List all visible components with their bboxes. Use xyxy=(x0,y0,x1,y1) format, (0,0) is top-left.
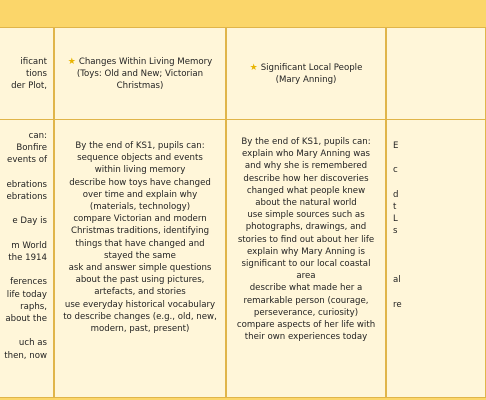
header-line: tions xyxy=(26,68,47,79)
body-line: re xyxy=(393,299,402,310)
body-line: use everyday historical vocabulary to describe changes (e.g., old, new, modern, past, present) xyxy=(63,299,217,335)
body-line xyxy=(0,264,47,276)
column-significant-events xyxy=(0,27,54,398)
body-line: describe what made her a remarkable person (courage, perseverance, curiosity) xyxy=(243,283,369,318)
body-line xyxy=(393,238,477,250)
body-line: raphs, xyxy=(20,301,47,312)
header-title: Significant Local People xyxy=(260,62,363,73)
column-header xyxy=(387,28,485,120)
column-body xyxy=(55,120,225,397)
column-partial-right xyxy=(386,27,486,398)
body-line: uch as xyxy=(18,338,47,349)
body-line: d xyxy=(393,189,399,200)
column-body xyxy=(387,120,485,397)
body-line xyxy=(0,228,47,240)
body-line: t xyxy=(393,202,397,213)
star-icon: ★ xyxy=(67,56,76,67)
body-line: describe how her discoveries changed what people knew about the natural world xyxy=(243,173,369,209)
column-header xyxy=(0,28,53,120)
header-line xyxy=(68,56,213,68)
body-line xyxy=(393,177,477,189)
body-line xyxy=(0,167,47,179)
body-line: explain why Mary Anning is significant to our local coastal area xyxy=(241,246,371,282)
body-line: s xyxy=(393,226,398,237)
header-line: (Toys: Old and New; Victorian xyxy=(76,68,204,79)
body-line: ebrations xyxy=(6,179,47,190)
header-line: der Plot, xyxy=(11,80,47,91)
body-line: the 1914 xyxy=(8,253,47,264)
body-line: explain who Mary Anning was and why she is remembered xyxy=(242,149,370,172)
header-line: ificant xyxy=(20,56,47,67)
body-line: compare aspects of her life with their own experiences today xyxy=(236,320,376,343)
body-line xyxy=(393,262,477,274)
body-line: E xyxy=(393,141,399,151)
body-line: life today xyxy=(6,289,47,300)
body-line xyxy=(393,152,477,164)
body-line: use simple sources such as photographs, drawings, and stories to find out about her life xyxy=(237,210,375,245)
body-line: Bonfire xyxy=(16,143,47,154)
body-line: m World xyxy=(11,240,47,251)
body-line: c xyxy=(393,165,398,176)
star-icon: ★ xyxy=(249,62,258,73)
body-line: ferences xyxy=(10,277,47,288)
header-line xyxy=(250,62,363,74)
column-changes-within-living-memory xyxy=(54,27,226,398)
body-line: about the xyxy=(5,314,47,325)
header-line: Christmas) xyxy=(116,80,164,91)
body-line xyxy=(393,250,477,262)
body-line: al xyxy=(393,275,401,286)
column-header xyxy=(227,28,385,120)
body-line: L xyxy=(393,214,398,225)
body-line xyxy=(0,203,47,215)
body-line: events of xyxy=(7,155,47,166)
body-line: describe how toys have changed over time and explain why (materials, technology) xyxy=(69,177,211,213)
body-line: compare Victorian and modern Christmas traditions, identifying things that have changed and stayed the same xyxy=(70,214,210,261)
body-line xyxy=(393,286,477,298)
column-body xyxy=(0,120,53,397)
body-line: By the end of KS1, pupils can: xyxy=(241,137,371,147)
column-header xyxy=(55,28,225,120)
body-line: e Day is xyxy=(12,216,47,227)
body-line: then, now xyxy=(4,350,47,361)
body-line: ask and answer simple questions about the past using pictures, artefacts, and stories xyxy=(68,263,212,298)
body-line xyxy=(0,325,47,337)
column-body xyxy=(227,120,385,397)
body-line: By the end of KS1, pupils can: xyxy=(75,141,205,151)
body-line: ebrations xyxy=(6,192,47,203)
header-line: (Mary Anning) xyxy=(275,74,337,85)
column-significant-local-people xyxy=(226,27,386,398)
body-line: can: xyxy=(28,131,47,141)
header-title: Changes Within Living Memory xyxy=(78,56,213,67)
body-line: sequence objects and events within living memory xyxy=(77,153,203,176)
